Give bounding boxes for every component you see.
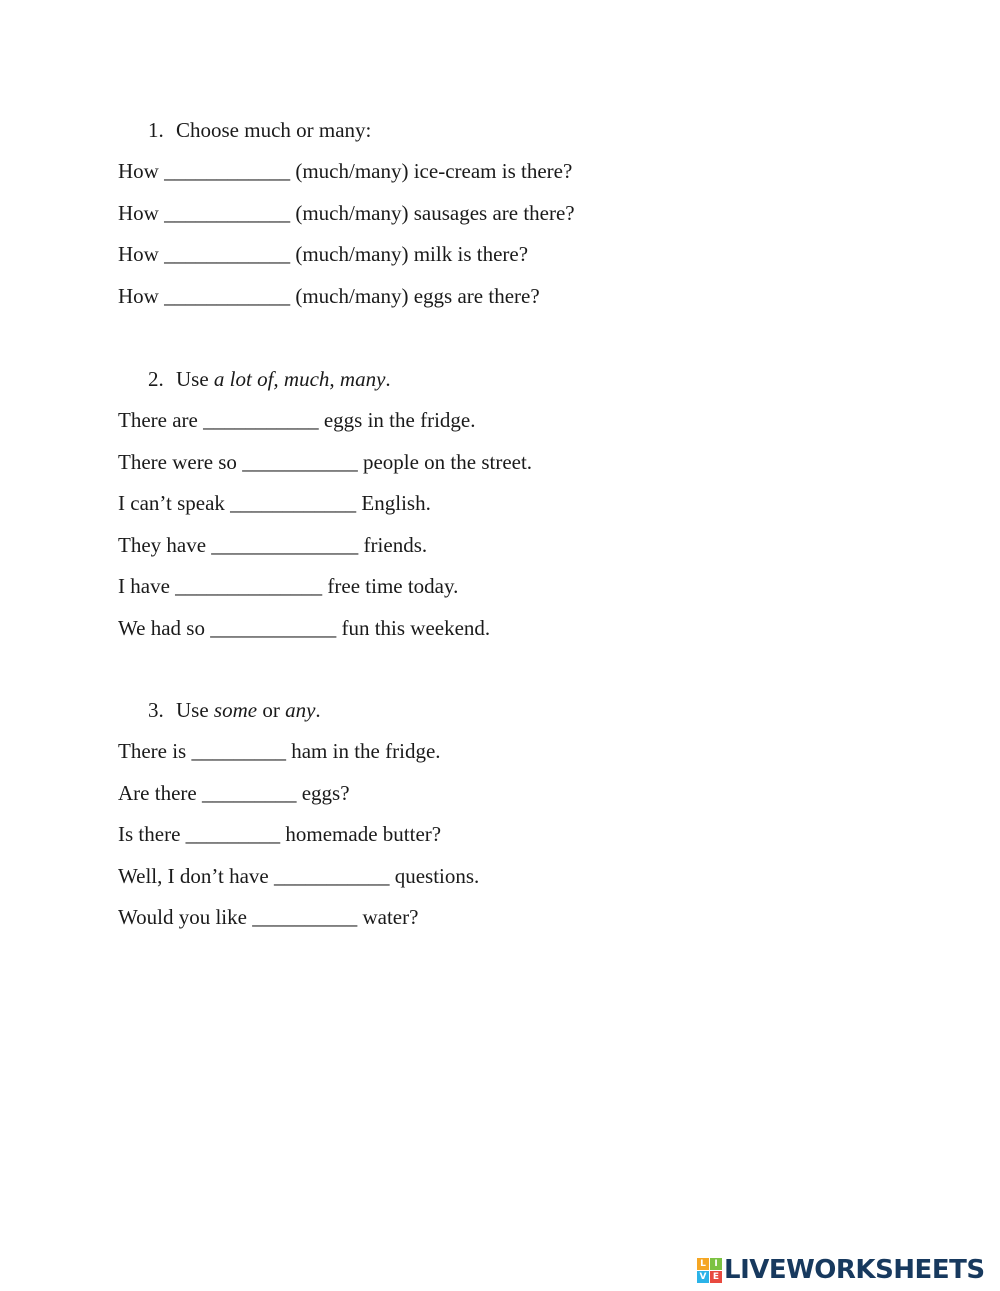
answer-blank[interactable]: ____________ [164, 159, 291, 183]
answer-blank[interactable]: ___________ [242, 449, 358, 474]
answer-blank[interactable]: _________ [185, 822, 281, 846]
answer-blank[interactable]: ____________ [164, 200, 291, 225]
exercise-1-instruction: Choose much or many: [176, 118, 372, 142]
exercise-3-item: Are there _________ eggs? [118, 780, 350, 805]
exercise-3-item: There is _________ ham in the fridge. [118, 739, 441, 763]
answer-blank[interactable]: ______________ [211, 532, 359, 557]
exercise-1-item: How ____________ (much/many) ice-cream is there? [118, 159, 573, 183]
answer-blank[interactable]: ____________ [230, 491, 357, 515]
answer-blank[interactable]: ____________ [164, 242, 291, 266]
exercise-2-item: I have ______________ free time today. [118, 574, 459, 598]
exercise-2-item: I can’t speak ____________ English. [118, 491, 431, 515]
liveworksheets-logo [697, 1255, 985, 1285]
answer-blank[interactable]: ____________ [164, 283, 291, 308]
exercise-2-number: 2. [148, 367, 164, 391]
exercise-3-item: Well, I don’t have ___________ questions. [118, 863, 480, 888]
answer-blank[interactable]: __________ [252, 905, 358, 929]
answer-blank[interactable]: _________ [191, 739, 286, 763]
exercise-3 [118, 696, 818, 945]
exercise-1-item: How ____________ (much/many) sausages are there? [118, 200, 575, 225]
exercise-3-number: 3. [148, 698, 164, 722]
exercise-2-item: They have ______________ friends. [118, 532, 428, 557]
answer-blank[interactable]: ____________ [210, 615, 337, 640]
exercise-3-item: Would you like __________ water? [118, 905, 419, 929]
exercise-1-item: How ____________ (much/many) milk is there? [118, 242, 529, 266]
answer-blank[interactable]: ______________ [175, 574, 323, 598]
exercise-1-item: How ____________ (much/many) eggs are there? [118, 283, 540, 308]
logo-mark-tile: E [710, 1271, 722, 1283]
logo-mark-tile: L [697, 1258, 709, 1270]
exercise-1 [118, 116, 818, 323]
logo-mark-icon [697, 1258, 722, 1283]
exercise-3-heading: 3. Use some or any. [148, 698, 321, 722]
exercise-1-number: 1. [148, 118, 164, 142]
exercise-2-heading: 2. Use a lot of, much, many. [148, 367, 391, 391]
answer-blank[interactable]: ___________ [273, 863, 390, 888]
exercise-3-item: Is there _________ homemade butter? [118, 822, 442, 846]
answer-blank[interactable]: _________ [201, 780, 297, 805]
logo-mark-tile: V [697, 1271, 709, 1283]
exercise-2-item: We had so ____________ fun this weekend. [118, 615, 491, 640]
exercise-2-item: There are ___________ eggs in the fridge. [118, 408, 476, 432]
exercise-2-item: There were so ___________ people on the street. [118, 449, 533, 474]
logo-text: LIVEWORKSHEETS [724, 1255, 985, 1285]
logo-mark-tile: I [710, 1258, 722, 1270]
answer-blank[interactable]: ___________ [203, 408, 319, 432]
exercise-1-heading [148, 116, 818, 144]
exercise-2 [118, 365, 818, 655]
